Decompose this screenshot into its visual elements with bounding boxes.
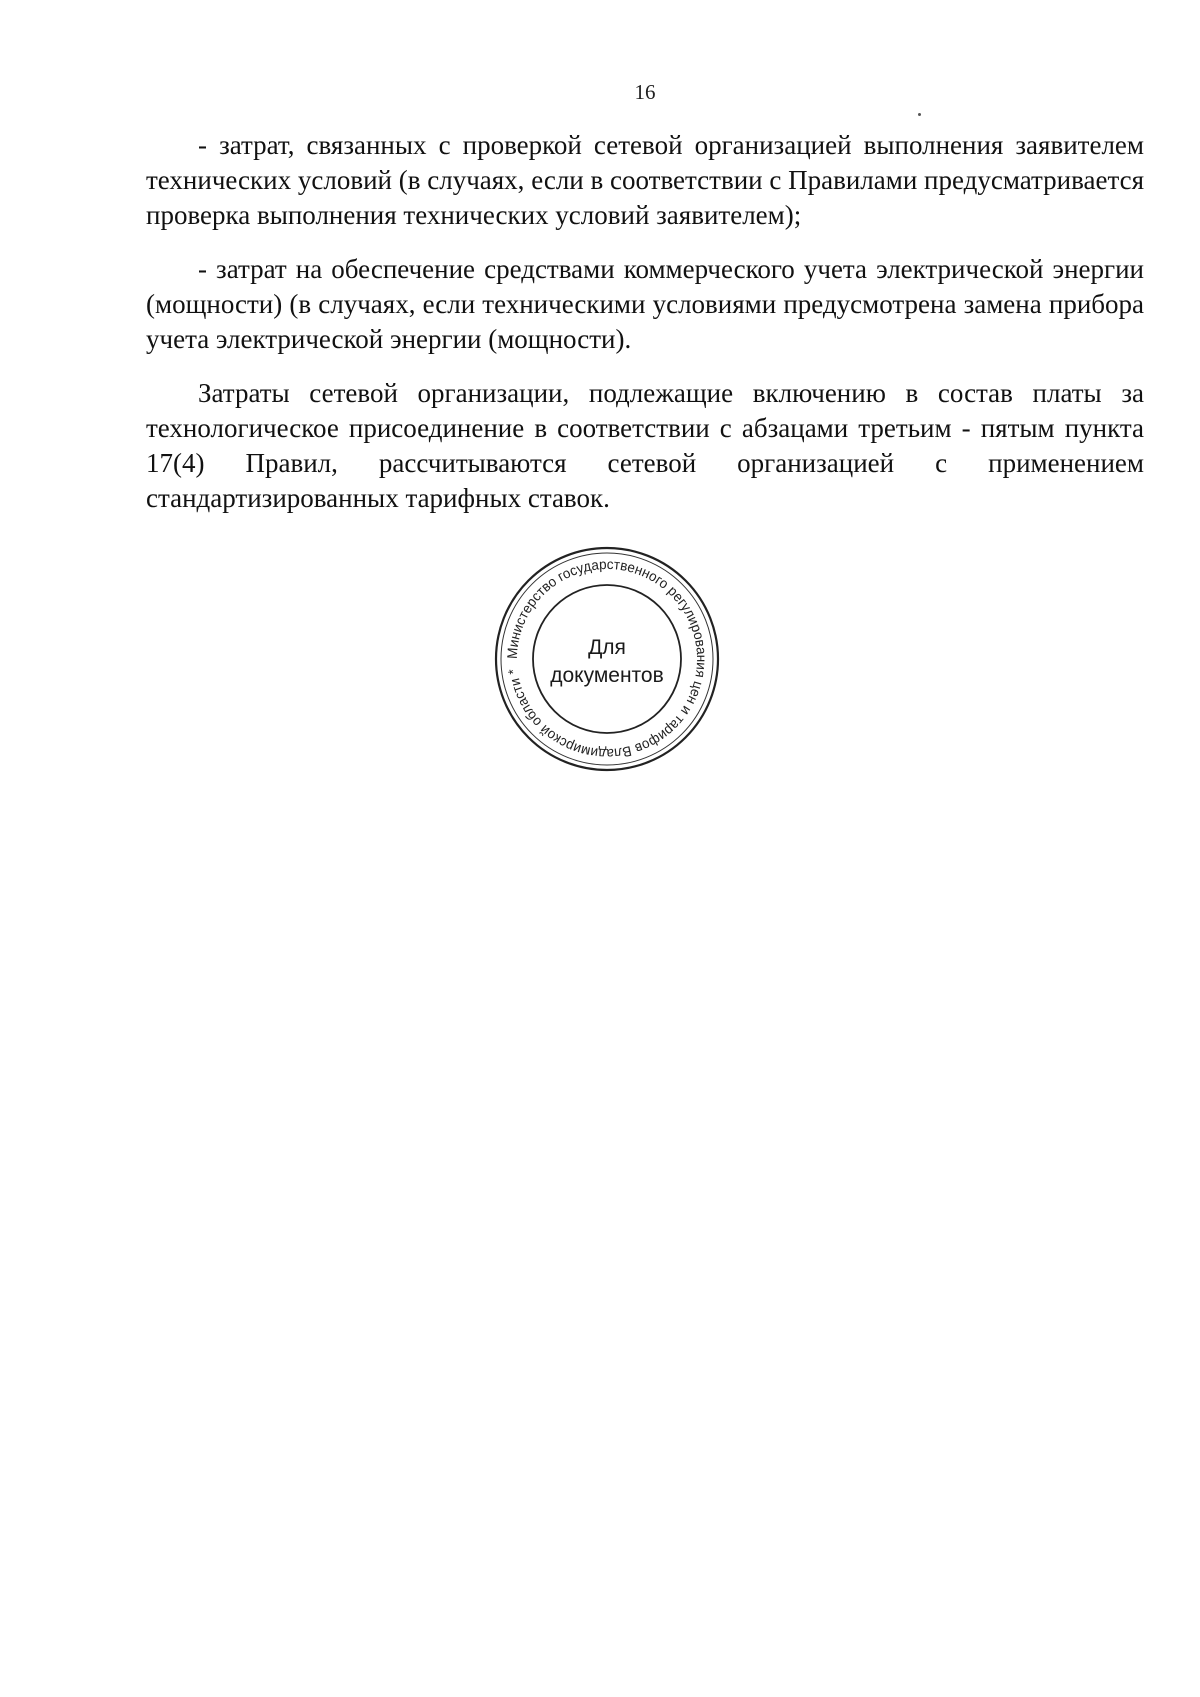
page-number: 16	[634, 80, 656, 104]
paragraph-verification-costs: - затрат, связанных с проверкой сетевой организацией выполнения заявителем технических условий (в случаях, если в соответствии с Правилами предусматривается проверка выполнения технических условий заявителем);	[146, 130, 1144, 230]
stamp-ring-text-path: Министерство государственного регулирования цен и тарифов Владимирской области *	[503, 555, 711, 763]
official-stamp	[492, 544, 722, 774]
paragraph-tariff-rates: Затраты сетевой организации, подлежащие включению в состав платы за технологическое присоединение в соответствии с абзацами третьим - пятым пункта 17(4) Правил, рассчитываются сетевой организацией с применением стандартизированных тарифных ставок.	[146, 378, 1144, 513]
stamp-outer-ring	[496, 548, 718, 770]
scan-speck	[918, 113, 921, 116]
stamp-center-line2: документов	[550, 664, 664, 687]
paragraph-metering-costs: - затрат на обеспечение средствами коммерческого учета электрической энергии (мощности) (в случаях, если техническими условиями предусмотрена замена прибора учета электрической энергии (мощности).	[146, 254, 1144, 354]
document-body	[146, 128, 1144, 535]
stamp-center-line1: Для	[588, 636, 626, 659]
stamp-inner-ring	[533, 585, 681, 733]
